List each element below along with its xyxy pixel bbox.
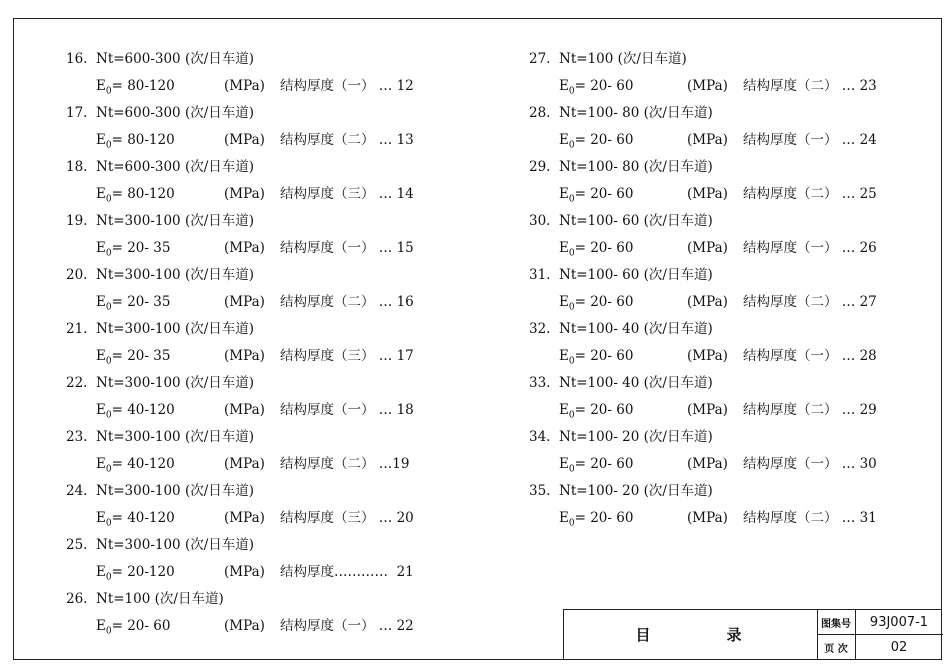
page-reference: … 30 xyxy=(841,456,877,472)
traffic-volume: Nt=600-300 xyxy=(96,159,181,175)
traffic-volume: Nt=100 xyxy=(559,51,614,67)
traffic-volume: Nt=100- 40 xyxy=(559,375,640,391)
modulus-unit: (MPa) xyxy=(687,132,728,148)
traffic-volume: Nt=300-100 xyxy=(96,213,181,229)
entry-number: 17. xyxy=(66,105,88,121)
traffic-unit: (次/日车道) xyxy=(184,537,255,553)
toc-entry-heading xyxy=(66,478,254,504)
traffic-unit: (次/日车道) xyxy=(643,429,713,445)
modulus-value: = 20-120 xyxy=(111,564,175,580)
toc-entry-heading xyxy=(529,100,713,126)
modulus-unit: (MPa) xyxy=(687,402,728,418)
structure-thickness-label: 结构厚度（一） xyxy=(743,132,838,148)
modulus-unit: (MPa) xyxy=(224,402,265,418)
structure-thickness-label: 结构厚度（三） xyxy=(280,186,375,202)
entry-number: 26. xyxy=(66,591,88,607)
modulus-symbol: E xyxy=(96,618,106,634)
page-number-row xyxy=(817,635,943,659)
toc-entry-heading xyxy=(66,208,254,234)
modulus-unit: (MPa) xyxy=(687,348,728,364)
traffic-volume: Nt=100- 20 xyxy=(559,429,640,445)
modulus-unit: (MPa) xyxy=(687,294,728,310)
entry-number: 35. xyxy=(529,483,551,499)
modulus-value: = 20- 60 xyxy=(574,240,634,256)
structure-thickness-label: 结构厚度（一） xyxy=(743,348,838,364)
entry-number: 18. xyxy=(66,159,88,175)
structure-thickness-label: 结构厚度（二） xyxy=(743,402,838,418)
modulus-unit: (MPa) xyxy=(224,186,265,202)
modulus-value: = 40-120 xyxy=(111,402,175,418)
traffic-unit: (次/日车道) xyxy=(184,267,255,283)
modulus-subscript: 0 xyxy=(568,356,575,367)
page-reference: … 24 xyxy=(841,132,877,148)
atlas-number-label: 图集号 xyxy=(817,610,856,634)
modulus-range xyxy=(559,505,687,537)
toc-entry-detail xyxy=(559,397,877,423)
modulus-unit: (MPa) xyxy=(224,564,265,580)
modulus-range xyxy=(96,613,224,645)
structure-thickness-label: 结构厚度（二） xyxy=(743,186,838,202)
modulus-value: = 20- 60 xyxy=(574,456,634,472)
modulus-symbol: E xyxy=(96,456,106,472)
traffic-unit: (次/日车道) xyxy=(184,321,255,337)
structure-thickness-label: 结构厚度（二） xyxy=(743,78,838,94)
page-number-value: 02 xyxy=(890,639,908,655)
toc-entry-detail xyxy=(96,397,414,423)
entry-number: 32. xyxy=(529,321,551,337)
toc-entry-heading xyxy=(529,46,687,72)
structure-thickness-label: 结构厚度（二） xyxy=(743,294,838,310)
modulus-unit: (MPa) xyxy=(687,78,728,94)
title-block xyxy=(563,609,942,660)
atlas-number-value: 93J007-1 xyxy=(869,614,929,630)
traffic-volume: Nt=100- 40 xyxy=(559,321,640,337)
toc-entry-heading xyxy=(66,586,224,612)
entry-number: 23. xyxy=(66,429,88,445)
modulus-value: = 20- 35 xyxy=(111,348,171,364)
page-reference: … 26 xyxy=(841,240,877,256)
modulus-subscript: 0 xyxy=(105,356,112,367)
toc-entry-detail xyxy=(559,343,877,369)
modulus-subscript: 0 xyxy=(105,194,112,205)
modulus-value: = 20- 35 xyxy=(111,294,171,310)
modulus-subscript: 0 xyxy=(568,410,575,421)
traffic-volume: Nt=100- 80 xyxy=(559,159,640,175)
modulus-value: = 80-120 xyxy=(111,132,175,148)
toc-entry-detail xyxy=(96,235,414,261)
toc-entry-detail xyxy=(96,613,414,639)
toc-entry-detail xyxy=(559,127,877,153)
structure-thickness-label: 结构厚度（二） xyxy=(280,132,375,148)
structure-thickness-label: 结构厚度（三） xyxy=(280,348,375,364)
page-reference: … 18 xyxy=(378,402,414,418)
page-reference: … 20 xyxy=(378,510,414,526)
structure-thickness-label: 结构厚度（三） xyxy=(280,510,375,526)
traffic-volume: Nt=300-100 xyxy=(96,429,181,445)
toc-entry-detail xyxy=(559,289,877,315)
modulus-subscript: 0 xyxy=(105,518,112,529)
modulus-subscript: 0 xyxy=(105,626,112,637)
modulus-unit: (MPa) xyxy=(687,510,728,526)
modulus-symbol: E xyxy=(559,78,569,94)
page-reference: … 22 xyxy=(378,618,414,634)
modulus-symbol: E xyxy=(96,132,106,148)
modulus-subscript: 0 xyxy=(568,248,575,259)
toc-entry-detail xyxy=(559,451,877,477)
entry-number: 22. xyxy=(66,375,88,391)
traffic-unit: (次/日车道) xyxy=(184,375,255,391)
traffic-unit: (次/日车道) xyxy=(184,213,255,229)
toc-entry-detail xyxy=(559,505,877,531)
traffic-unit: (次/日车道) xyxy=(184,159,255,175)
modulus-subscript: 0 xyxy=(105,464,112,475)
entry-number: 33. xyxy=(529,375,551,391)
structure-thickness-label: 结构厚度（一） xyxy=(280,240,375,256)
structure-thickness-label: 结构厚度（一） xyxy=(280,618,375,634)
modulus-unit: (MPa) xyxy=(224,294,265,310)
page-reference: … 25 xyxy=(841,186,877,202)
toc-entry-heading xyxy=(66,316,254,342)
modulus-subscript: 0 xyxy=(568,86,575,97)
modulus-symbol: E xyxy=(96,186,106,202)
page-reference: … 29 xyxy=(841,402,877,418)
entry-number: 20. xyxy=(66,267,88,283)
modulus-subscript: 0 xyxy=(105,140,112,151)
modulus-unit: (MPa) xyxy=(224,78,265,94)
traffic-volume: Nt=300-100 xyxy=(96,267,181,283)
modulus-value: = 20- 35 xyxy=(111,240,171,256)
modulus-value: = 20- 60 xyxy=(111,618,171,634)
page-reference: … 14 xyxy=(378,186,414,202)
title-char-2: 录 xyxy=(726,626,746,644)
entry-number: 21. xyxy=(66,321,88,337)
entry-number: 31. xyxy=(529,267,551,283)
entry-number: 29. xyxy=(529,159,551,175)
modulus-symbol: E xyxy=(559,456,569,472)
structure-thickness-label: 结构厚度（一） xyxy=(743,240,838,256)
structure-thickness-label: 结构厚度（一） xyxy=(280,78,375,94)
traffic-unit: (次/日车道) xyxy=(643,105,713,121)
modulus-value: = 20- 60 xyxy=(574,348,634,364)
modulus-value: = 20- 60 xyxy=(574,510,634,526)
traffic-unit: (次/日车道) xyxy=(617,51,687,67)
modulus-value: = 20- 60 xyxy=(574,294,634,310)
toc-entry-detail xyxy=(96,181,414,207)
traffic-unit: (次/日车道) xyxy=(643,159,713,175)
page-reference: 21 xyxy=(392,564,414,580)
traffic-volume: Nt=300-100 xyxy=(96,483,181,499)
page-reference: … 17 xyxy=(378,348,414,364)
traffic-volume: Nt=300-100 xyxy=(96,375,181,391)
modulus-symbol: E xyxy=(559,402,569,418)
structure-thickness-label: 结构厚度（二） xyxy=(280,294,375,310)
entry-number: 27. xyxy=(529,51,551,67)
traffic-volume: Nt=100- 80 xyxy=(559,105,640,121)
modulus-subscript: 0 xyxy=(568,464,575,475)
traffic-unit: (次/日车道) xyxy=(643,375,713,391)
traffic-volume: Nt=100- 20 xyxy=(559,483,640,499)
modulus-value: = 20- 60 xyxy=(574,402,634,418)
traffic-unit: (次/日车道) xyxy=(643,267,713,283)
toc-entry-heading xyxy=(66,154,254,180)
toc-entry-detail xyxy=(559,73,877,99)
traffic-unit: (次/日车道) xyxy=(184,51,255,67)
modulus-symbol: E xyxy=(559,510,569,526)
toc-entry-heading xyxy=(66,532,254,558)
modulus-symbol: E xyxy=(96,348,106,364)
modulus-unit: (MPa) xyxy=(687,456,728,472)
structure-thickness-label: 结构厚度………… xyxy=(280,564,388,580)
entry-number: 28. xyxy=(529,105,551,121)
entry-number: 30. xyxy=(529,213,551,229)
modulus-symbol: E xyxy=(559,348,569,364)
modulus-unit: (MPa) xyxy=(224,456,265,472)
traffic-volume: Nt=100 xyxy=(96,591,151,607)
modulus-subscript: 0 xyxy=(105,410,112,421)
modulus-subscript: 0 xyxy=(105,86,112,97)
traffic-unit: (次/日车道) xyxy=(643,213,713,229)
traffic-unit: (次/日车道) xyxy=(643,483,713,499)
modulus-subscript: 0 xyxy=(105,302,112,313)
toc-entry-heading xyxy=(66,46,254,72)
modulus-subscript: 0 xyxy=(568,140,575,151)
traffic-unit: (次/日车道) xyxy=(643,321,713,337)
modulus-unit: (MPa) xyxy=(224,618,265,634)
toc-entry-heading xyxy=(66,100,254,126)
toc-entry-heading xyxy=(529,424,713,450)
modulus-subscript: 0 xyxy=(568,194,575,205)
page-reference: … 12 xyxy=(378,78,414,94)
traffic-volume: Nt=300-100 xyxy=(96,321,181,337)
entry-number: 24. xyxy=(66,483,88,499)
toc-entry-detail xyxy=(96,559,414,585)
modulus-symbol: E xyxy=(96,564,106,580)
page-reference: … 27 xyxy=(841,294,877,310)
page-number-label: 页 次 xyxy=(817,635,856,659)
traffic-volume: Nt=600-300 xyxy=(96,105,181,121)
toc-entry-heading xyxy=(529,370,713,396)
title-char-1: 目 xyxy=(635,626,655,644)
traffic-volume: Nt=600-300 xyxy=(96,51,181,67)
toc-entry-heading xyxy=(66,262,254,288)
page-reference: … 23 xyxy=(841,78,877,94)
toc-entry-heading xyxy=(529,208,713,234)
modulus-symbol: E xyxy=(96,402,106,418)
modulus-value: = 80-120 xyxy=(111,186,175,202)
entry-number: 34. xyxy=(529,429,551,445)
toc-entry-heading xyxy=(529,262,713,288)
modulus-unit: (MPa) xyxy=(687,240,728,256)
modulus-subscript: 0 xyxy=(568,302,575,313)
toc-entry-detail xyxy=(96,127,414,153)
entry-number: 19. xyxy=(66,213,88,229)
modulus-symbol: E xyxy=(96,510,106,526)
table-of-contents-title xyxy=(564,610,818,659)
structure-thickness-label: 结构厚度（一） xyxy=(280,402,375,418)
toc-entry-detail xyxy=(559,235,877,261)
page-reference: … 13 xyxy=(378,132,414,148)
traffic-unit: (次/日车道) xyxy=(184,105,255,121)
page-reference: … 15 xyxy=(378,240,414,256)
page-reference: …19 xyxy=(378,456,410,472)
toc-entry-detail xyxy=(559,181,877,207)
modulus-symbol: E xyxy=(559,186,569,202)
modulus-symbol: E xyxy=(96,78,106,94)
toc-entry-heading xyxy=(529,154,713,180)
traffic-volume: Nt=300-100 xyxy=(96,537,181,553)
modulus-unit: (MPa) xyxy=(224,348,265,364)
toc-entry-heading xyxy=(66,370,254,396)
structure-thickness-label: 结构厚度（二） xyxy=(743,510,838,526)
modulus-symbol: E xyxy=(559,132,569,148)
modulus-unit: (MPa) xyxy=(687,186,728,202)
toc-entry-detail xyxy=(96,451,409,477)
modulus-value: = 20- 60 xyxy=(574,186,634,202)
toc-entry-detail xyxy=(96,73,414,99)
traffic-volume: Nt=100- 60 xyxy=(559,213,640,229)
page-reference: … 28 xyxy=(841,348,877,364)
entry-number: 25. xyxy=(66,537,88,553)
toc-entry-detail xyxy=(96,343,414,369)
page-reference: … 31 xyxy=(841,510,877,526)
modulus-symbol: E xyxy=(96,240,106,256)
toc-entry-heading xyxy=(529,478,713,504)
atlas-number-row xyxy=(817,610,943,635)
modulus-subscript: 0 xyxy=(105,248,112,259)
modulus-value: = 80-120 xyxy=(111,78,175,94)
modulus-unit: (MPa) xyxy=(224,132,265,148)
modulus-subscript: 0 xyxy=(105,572,112,583)
entry-number: 16. xyxy=(66,51,88,67)
modulus-value: = 40-120 xyxy=(111,510,175,526)
traffic-unit: (次/日车道) xyxy=(184,429,255,445)
modulus-symbol: E xyxy=(559,294,569,310)
toc-entry-detail xyxy=(96,505,414,531)
toc-entry-heading xyxy=(529,316,713,342)
structure-thickness-label: 结构厚度（二） xyxy=(280,456,375,472)
traffic-unit: (次/日车道) xyxy=(154,591,224,607)
modulus-value: = 40-120 xyxy=(111,456,175,472)
toc-entry-detail xyxy=(96,289,414,315)
modulus-symbol: E xyxy=(559,240,569,256)
modulus-value: = 20- 60 xyxy=(574,78,634,94)
modulus-value: = 20- 60 xyxy=(574,132,634,148)
traffic-volume: Nt=100- 60 xyxy=(559,267,640,283)
modulus-unit: (MPa) xyxy=(224,510,265,526)
modulus-symbol: E xyxy=(96,294,106,310)
structure-thickness-label: 结构厚度（一） xyxy=(743,456,838,472)
page-reference: … 16 xyxy=(378,294,414,310)
modulus-unit: (MPa) xyxy=(224,240,265,256)
traffic-unit: (次/日车道) xyxy=(184,483,255,499)
toc-entry-heading xyxy=(66,424,254,450)
modulus-subscript: 0 xyxy=(568,518,575,529)
